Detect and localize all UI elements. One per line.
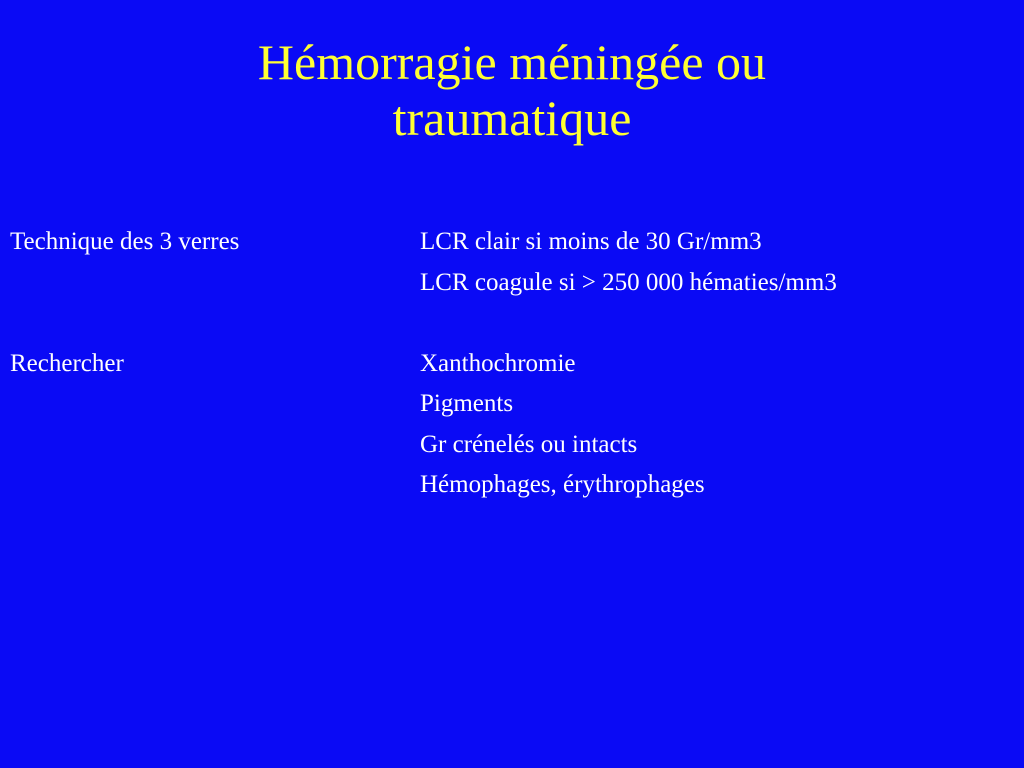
row-value: Hémophages, érythrophages <box>420 471 705 498</box>
slide-title-line-2: traumatique <box>392 90 632 146</box>
row-value: LCR coagule si > 250 000 hématies/mm3 <box>420 268 837 296</box>
slide-title-line-1: Hémorragie méningée ou <box>257 34 767 90</box>
row-value: Gr crénelés ou intacts <box>420 430 638 458</box>
row-label: Technique des 3 verres <box>10 228 240 255</box>
row-value: LCR clair si moins de 30 Gr/mm3 <box>420 228 762 255</box>
slide-title <box>0 34 1024 146</box>
row-label: Rechercher <box>10 349 124 377</box>
row-values <box>420 222 837 303</box>
row-values <box>420 344 705 506</box>
row-rechercher <box>10 344 1014 506</box>
row-technique <box>10 222 1014 303</box>
row-value: Xanthochromie <box>420 349 576 377</box>
row-value: Pigments <box>420 390 514 417</box>
slide-body <box>10 222 1014 506</box>
